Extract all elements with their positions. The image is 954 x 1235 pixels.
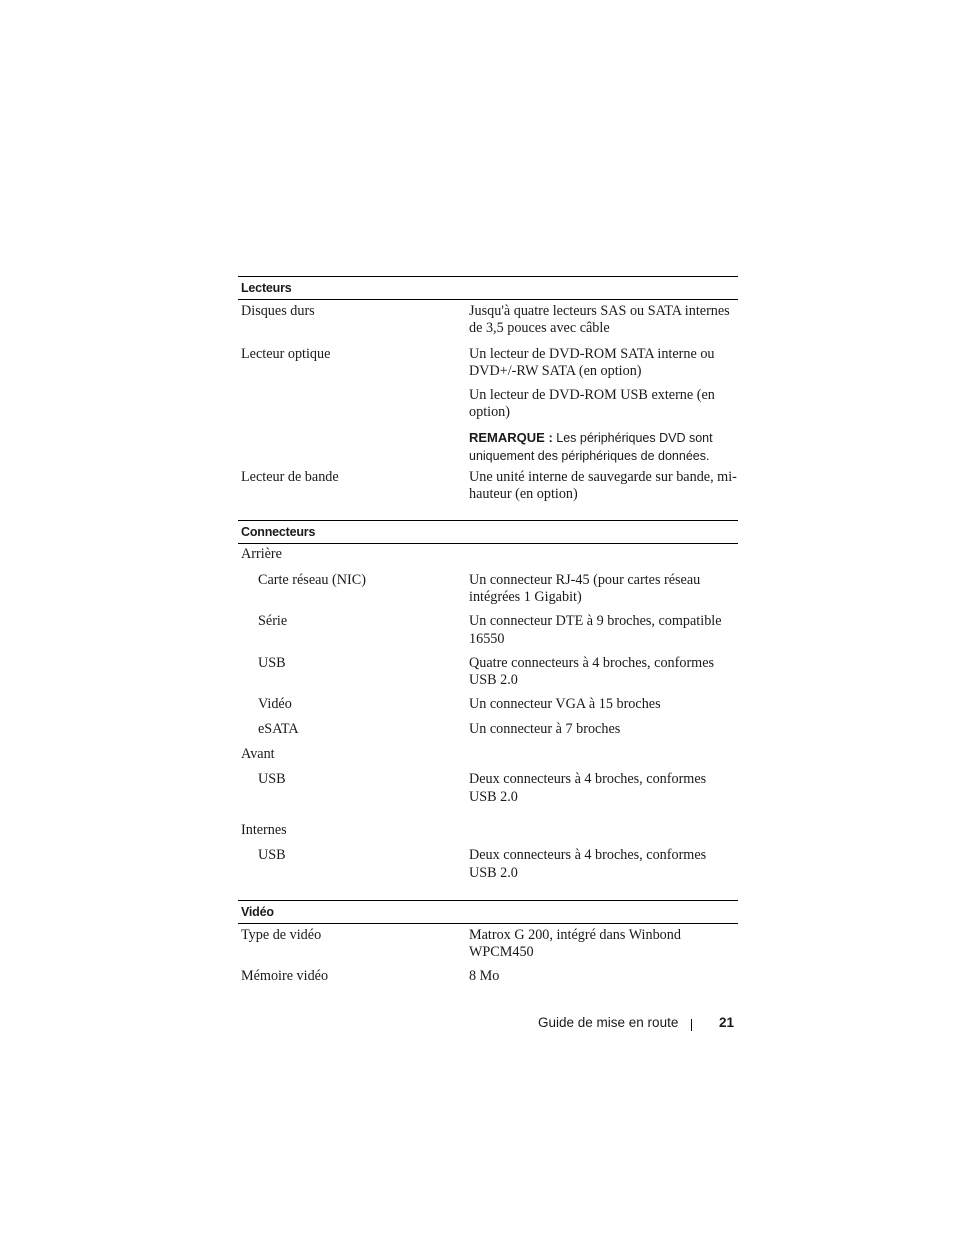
spec-label: USB — [258, 771, 286, 788]
spec-label: Vidéo — [258, 696, 292, 713]
spec-value: 8 Mo — [469, 968, 500, 985]
spec-row-memoire-video — [238, 968, 738, 985]
spec-value: Un connecteur à 7 broches — [469, 720, 621, 737]
spec-row-nic — [238, 572, 738, 607]
spec-row-avant-usb — [238, 771, 738, 806]
spec-row-type-video — [238, 927, 738, 962]
spec-label: eSATA — [258, 720, 299, 737]
spec-row-disques — [238, 303, 738, 338]
spec-row-esata — [238, 721, 738, 738]
section-header-connecteurs: Connecteurs — [238, 520, 738, 544]
subhead-avant: Avant — [241, 746, 275, 763]
spec-label: Mémoire vidéo — [241, 968, 329, 985]
spec-table — [238, 276, 738, 986]
spec-label: USB — [258, 654, 286, 671]
spec-label: Type de vidéo — [241, 926, 322, 943]
spec-value: Jusqu'à quatre lecteurs SAS ou SATA internes de 3,5 pouces avec câble — [469, 303, 730, 337]
spec-label: Série — [258, 613, 288, 630]
spec-value: Deux connecteurs à 4 broches, conformes USB 2.0 — [469, 771, 707, 805]
spec-row-optique — [238, 346, 738, 465]
section-header-lecteurs: Lecteurs — [238, 276, 738, 300]
spec-label: Carte réseau (NIC) — [258, 571, 366, 588]
spec-value: Un connecteur RJ-45 (pour cartes réseau intégrées 1 Gigabit) — [469, 571, 701, 605]
spec-label: USB — [258, 847, 286, 864]
subhead-internes: Internes — [241, 821, 287, 838]
note — [469, 429, 737, 465]
spec-row-serie — [238, 613, 738, 648]
spec-value: Deux connecteurs à 4 broches, conformes USB 2.0 — [469, 847, 707, 881]
spec-label: Lecteur de bande — [241, 468, 339, 485]
spec-label: Disques durs — [241, 303, 315, 319]
spec-value: Quatre connecteurs à 4 broches, conformes USB 2.0 — [469, 654, 715, 689]
spec-value: Un connecteur DTE à 9 broches, compatible 16550 — [469, 613, 722, 647]
spec-row-video — [238, 696, 738, 713]
spec-row-internes-usb — [238, 847, 738, 882]
spec-value: Une unité interne de sauvegarde sur bande, mi-hauteur (en option) — [469, 468, 737, 503]
spec-value-group — [469, 346, 737, 465]
subhead-arriere: Arrière — [241, 546, 282, 563]
section-header-video: Vidéo — [238, 900, 738, 924]
note-label: REMARQUE : — [469, 429, 553, 445]
spec-value: Un lecteur de DVD-ROM USB externe (en option) — [469, 387, 715, 421]
note-text: Les périphériques DVD sont uniquement des périphériques de données. — [469, 430, 713, 463]
spec-value: Un connecteur VGA à 15 broches — [469, 696, 661, 713]
spec-row-usb — [238, 655, 738, 690]
spec-value: Un lecteur de DVD-ROM SATA interne ou DVD+/-RW SATA (en option) — [469, 345, 715, 379]
page-number: 21 — [719, 1015, 735, 1030]
footer-guide-title: Guide de mise en route — [538, 1015, 679, 1030]
spec-row-bande — [238, 469, 738, 504]
spec-label: Lecteur optique — [241, 345, 331, 362]
footer-divider — [691, 1019, 692, 1031]
spec-value: Matrox G 200, intégré dans Winbond WPCM450 — [469, 926, 681, 961]
